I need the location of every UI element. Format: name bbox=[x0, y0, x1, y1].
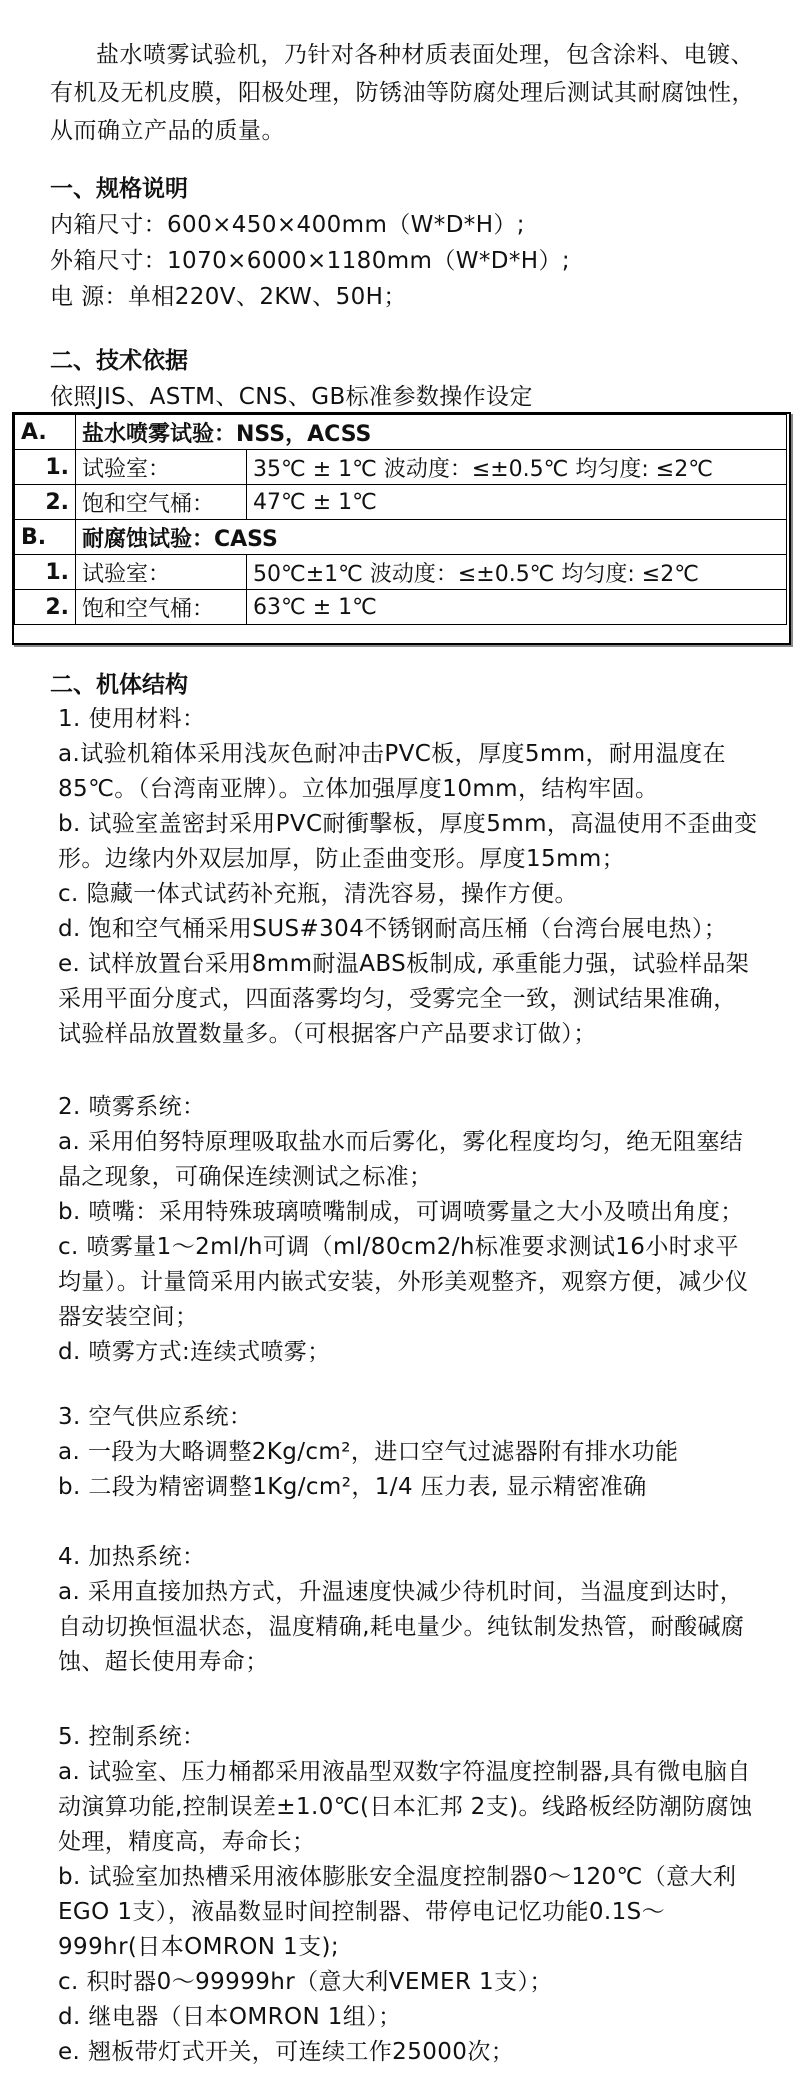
list-item: e. 试样放置台采用8mm耐温ABS板制成, 承重能力强，试验样品架采用平面分度式，四面落雾均匀，受雾完全一致，测试结果准确，试验样品放置数量多。（可根据客户产品要求订做）； bbox=[58, 951, 750, 1047]
basis-heading: 二、技术依据 bbox=[50, 348, 188, 374]
list-item: e. 翘板带灯式开关，可连续工作25000次； bbox=[58, 2039, 515, 2065]
table-row bbox=[15, 485, 787, 520]
table-row bbox=[15, 450, 787, 485]
table-row bbox=[15, 590, 787, 625]
list-item: b. 二段为精密调整1Kg/cm²，1/4 压力表, 显示精密准确 bbox=[58, 1474, 647, 1500]
spray-system-title: 2. 喷雾系统： bbox=[58, 1094, 206, 1120]
table-section-row bbox=[15, 415, 787, 450]
section-title: 盐水喷雾试验：NSS，ACSS bbox=[76, 415, 787, 450]
row-name: 饱和空气桶： bbox=[76, 485, 247, 520]
list-item: d. 饱和空气桶采用SUS#304不锈钢耐高压桶（台湾台展电热）； bbox=[58, 916, 728, 942]
heating-system-section bbox=[58, 1540, 758, 1680]
spec-heading: 一、规格说明 bbox=[50, 176, 188, 202]
list-item: c. 隐藏一体式试药补充瓶，清洗容易，操作方便。 bbox=[58, 881, 578, 907]
intro-paragraph: 盐水喷雾试验机，乃针对各种材质表面处理，包含涂料、电镀、有机及无机皮膜，阳极处理，防锈油等防腐处理后测试其耐腐蚀性，从而确立产品的质量。 bbox=[50, 42, 755, 144]
air-supply-section bbox=[58, 1400, 758, 1505]
row-value: 47℃ ± 1℃ bbox=[247, 485, 787, 520]
heating-system-title: 4. 加热系统： bbox=[58, 1544, 206, 1570]
list-item: b. 试验室加热槽采用液体膨胀安全温度控制器0～120℃（意大利EGO 1支），液晶数显时间控制器、带停电记忆功能0.1S～999hr(日本OMRON 1支); bbox=[58, 1864, 737, 1960]
list-item: d. 继电器（日本OMRON 1组）； bbox=[58, 2004, 402, 2030]
row-value: 63℃ ± 1℃ bbox=[247, 590, 787, 625]
spec-line-power: 电 源：单相220V、2KW、50H； bbox=[50, 284, 407, 310]
list-item: a. 试验室、压力桶都采用液晶型双数字符温度控制器,具有微电脑自动演算功能,控制误差±1.0℃(日本汇邦 2支)。线路板经防潮防腐蚀处理，精度高，寿命长； bbox=[58, 1759, 753, 1855]
row-number: 1. bbox=[15, 555, 76, 590]
row-name: 试验室： bbox=[76, 555, 247, 590]
list-item: a. 采用伯努特原理吸取盐水而后雾化，雾化程度均匀，绝无阻塞结晶之现象，可确保连续测试之标准； bbox=[58, 1129, 744, 1190]
list-item: b. 试验室盖密封采用PVC耐衝擊板，厚度5mm，高温使用不歪曲变形。边缘内外双层加厚，防止歪曲变形。厚度15mm； bbox=[58, 811, 758, 872]
test-parameter-table bbox=[14, 414, 787, 625]
list-item: a. 一段为大略调整2Kg/cm²，进口空气过滤器附有排水功能 bbox=[58, 1439, 679, 1465]
control-system-section bbox=[58, 1720, 758, 2070]
structure-heading: 二、机体结构 bbox=[50, 672, 188, 698]
spray-system-section bbox=[58, 1090, 758, 1370]
row-value: 50℃±1℃ 波动度：≤±0.5℃ 均匀度: ≤2℃ bbox=[247, 555, 787, 590]
row-number: 2. bbox=[15, 590, 76, 625]
materials-title: 1. 使用材料： bbox=[58, 706, 206, 732]
section-letter: B. bbox=[15, 520, 76, 555]
row-name: 试验室： bbox=[76, 450, 247, 485]
row-name: 饱和空气桶： bbox=[76, 590, 247, 625]
spec-line-inner-size: 内箱尺寸：600×450×400mm（W*D*H）; bbox=[50, 212, 525, 238]
row-number: 2. bbox=[15, 485, 76, 520]
row-value: 35℃ ± 1℃ 波动度：≤±0.5℃ 均匀度: ≤2℃ bbox=[247, 450, 787, 485]
list-item: c. 积时器0～99999hr（意大利VEMER 1支）； bbox=[58, 1969, 553, 1995]
section-letter: A. bbox=[15, 415, 76, 450]
materials-section bbox=[58, 702, 758, 1052]
row-number: 1. bbox=[15, 450, 76, 485]
list-item: b. 喷嘴：采用特殊玻璃喷嘴制成，可调喷雾量之大小及喷出角度； bbox=[58, 1199, 744, 1225]
control-system-title: 5. 控制系统： bbox=[58, 1724, 206, 1750]
list-item: a.试验机箱体采用浅灰色耐冲击PVC板，厚度5mm，耐用温度在85℃。（台湾南亚牌）。立体加强厚度10mm，结构牢固。 bbox=[58, 741, 726, 802]
list-item: d. 喷雾方式:连续式喷雾； bbox=[58, 1339, 331, 1365]
list-item: c. 喷雾量1～2ml/h可调（ml/80cm2/h标准要求测试16小时求平均量）。计量筒采用内嵌式安装，外形美观整齐，观察方便，减少仪器安装空间； bbox=[58, 1234, 749, 1330]
air-supply-title: 3. 空气供应系统： bbox=[58, 1404, 253, 1430]
list-item: a. 采用直接加热方式，升温速度快减少待机时间，当温度到达时，自动切换恒温状态，温度精确,耗电量少。纯钛制发热管，耐酸碱腐蚀、超长使用寿命； bbox=[58, 1579, 745, 1675]
section-title: 耐腐蚀试验：CASS bbox=[76, 520, 787, 555]
table-section-row bbox=[15, 520, 787, 555]
table-row bbox=[15, 555, 787, 590]
basis-text: 依照JIS、ASTM、CNS、GB标准参数操作设定 bbox=[50, 384, 533, 410]
spec-line-outer-size: 外箱尺寸：1070×6000×1180mm（W*D*H）; bbox=[50, 248, 571, 274]
